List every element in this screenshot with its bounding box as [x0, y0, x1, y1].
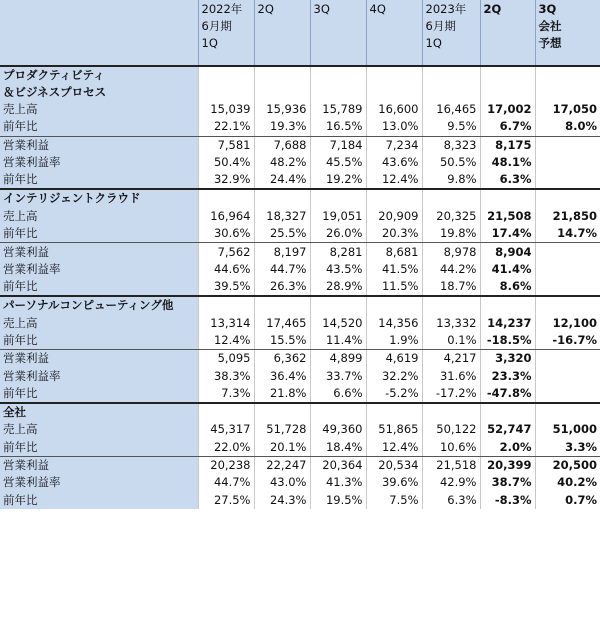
- value-cell: 51,000: [535, 421, 600, 438]
- value-cell: 18.7%: [422, 278, 480, 296]
- value-cell: [535, 278, 600, 296]
- header-forecast: 3Q 会社 予想: [535, 0, 600, 66]
- value-cell: 8,281: [310, 243, 366, 261]
- value-cell: 44.2%: [422, 261, 480, 278]
- value-cell: 26.0%: [310, 225, 366, 243]
- row-label: 営業利益: [0, 243, 198, 261]
- value-cell: 44.6%: [198, 261, 254, 278]
- value-cell: [535, 261, 600, 278]
- value-cell: 22.1%: [198, 118, 254, 136]
- row-label: 売上高: [0, 101, 198, 118]
- value-cell: 45,317: [198, 421, 254, 438]
- value-cell: 17,050: [535, 101, 600, 118]
- table-row: [0, 439, 600, 457]
- section-header-row: [0, 66, 600, 101]
- value-cell: 10.6%: [422, 439, 480, 457]
- header-2q: 2Q: [254, 0, 310, 66]
- section-title: [0, 189, 198, 207]
- row-label: 営業利益: [0, 456, 198, 474]
- value-cell: 33.7%: [310, 367, 366, 384]
- section-title: [0, 403, 198, 421]
- value-cell: 17.4%: [480, 225, 535, 243]
- value-cell: 20,364: [310, 456, 366, 474]
- value-cell: 8,681: [366, 243, 422, 261]
- value-cell: 39.5%: [198, 278, 254, 296]
- table-row: [0, 136, 600, 154]
- row-label: 前年比: [0, 225, 198, 243]
- table-row: [0, 171, 600, 189]
- value-cell: 8,197: [254, 243, 310, 261]
- value-cell: 16,964: [198, 208, 254, 225]
- value-cell: 7,581: [198, 136, 254, 154]
- value-cell: 18,327: [254, 208, 310, 225]
- table-row: [0, 278, 600, 296]
- value-cell: 3,320: [480, 350, 535, 368]
- value-cell: 7.5%: [366, 492, 422, 509]
- empty-cell: [480, 296, 535, 314]
- value-cell: 13,332: [422, 315, 480, 332]
- empty-cell: [366, 189, 422, 207]
- table-row: [0, 101, 600, 118]
- header-2023-2q: 2Q: [480, 0, 535, 66]
- value-cell: 20,534: [366, 456, 422, 474]
- value-cell: 52,747: [480, 421, 535, 438]
- value-cell: 36.4%: [254, 367, 310, 384]
- value-cell: 8,978: [422, 243, 480, 261]
- row-label: 前年比: [0, 439, 198, 457]
- row-label: 売上高: [0, 315, 198, 332]
- row-label: 前年比: [0, 385, 198, 403]
- value-cell: 44.7%: [254, 261, 310, 278]
- section-header-row: [0, 403, 600, 421]
- table-row: [0, 456, 600, 474]
- value-cell: 20,399: [480, 456, 535, 474]
- row-label: 前年比: [0, 118, 198, 136]
- value-cell: 7,562: [198, 243, 254, 261]
- value-cell: 7,184: [310, 136, 366, 154]
- value-cell: 8,175: [480, 136, 535, 154]
- value-cell: 16,600: [366, 101, 422, 118]
- value-cell: 50,122: [422, 421, 480, 438]
- value-cell: 48.1%: [480, 154, 535, 171]
- row-label: 営業利益率: [0, 261, 198, 278]
- value-cell: 5,095: [198, 350, 254, 368]
- empty-cell: [198, 66, 254, 101]
- value-cell: 20,325: [422, 208, 480, 225]
- row-label: 営業利益: [0, 350, 198, 368]
- value-cell: 27.5%: [198, 492, 254, 509]
- value-cell: 19,051: [310, 208, 366, 225]
- value-cell: 6.7%: [480, 118, 535, 136]
- value-cell: 15.5%: [254, 332, 310, 350]
- section-title-line: 全社: [3, 405, 26, 420]
- value-cell: 11.4%: [310, 332, 366, 350]
- value-cell: 20.3%: [366, 225, 422, 243]
- value-cell: -8.3%: [480, 492, 535, 509]
- section-title-line: ＆ビジネスプロセス: [3, 85, 107, 99]
- row-label: 売上高: [0, 421, 198, 438]
- empty-cell: [422, 189, 480, 207]
- value-cell: 26.3%: [254, 278, 310, 296]
- row-label: 営業利益率: [0, 367, 198, 384]
- value-cell: -16.7%: [535, 332, 600, 350]
- empty-cell: [422, 403, 480, 421]
- header-3q: 3Q: [310, 0, 366, 66]
- value-cell: 16,465: [422, 101, 480, 118]
- value-cell: 24.4%: [254, 171, 310, 189]
- empty-cell: [366, 403, 422, 421]
- value-cell: 41.5%: [366, 261, 422, 278]
- empty-cell: [422, 296, 480, 314]
- value-cell: 20.1%: [254, 439, 310, 457]
- value-cell: 1.9%: [366, 332, 422, 350]
- row-label: 前年比: [0, 332, 198, 350]
- value-cell: 13.0%: [366, 118, 422, 136]
- table-row: [0, 367, 600, 384]
- value-cell: 6,362: [254, 350, 310, 368]
- value-cell: 31.6%: [422, 367, 480, 384]
- value-cell: [535, 136, 600, 154]
- value-cell: 12.4%: [198, 332, 254, 350]
- table-row: [0, 350, 600, 368]
- value-cell: 22.0%: [198, 439, 254, 457]
- empty-cell: [254, 66, 310, 101]
- value-cell: 43.5%: [310, 261, 366, 278]
- value-cell: [535, 350, 600, 368]
- empty-cell: [480, 403, 535, 421]
- value-cell: 12.4%: [366, 439, 422, 457]
- value-cell: 12,100: [535, 315, 600, 332]
- header-corner: [0, 0, 198, 66]
- value-cell: 41.4%: [480, 261, 535, 278]
- value-cell: 44.7%: [198, 474, 254, 491]
- value-cell: 21,508: [480, 208, 535, 225]
- table-row: [0, 421, 600, 438]
- table-row: [0, 225, 600, 243]
- empty-cell: [535, 403, 600, 421]
- value-cell: 9.8%: [422, 171, 480, 189]
- value-cell: 0.1%: [422, 332, 480, 350]
- empty-cell: [480, 189, 535, 207]
- value-cell: 9.5%: [422, 118, 480, 136]
- section-title: [0, 296, 198, 314]
- value-cell: 24.3%: [254, 492, 310, 509]
- section-title: [0, 66, 198, 101]
- value-cell: [535, 385, 600, 403]
- value-cell: 17,465: [254, 315, 310, 332]
- value-cell: 20,500: [535, 456, 600, 474]
- value-cell: 4,899: [310, 350, 366, 368]
- value-cell: 6.6%: [310, 385, 366, 403]
- value-cell: 6.3%: [480, 171, 535, 189]
- value-cell: 18.4%: [310, 439, 366, 457]
- row-label: 前年比: [0, 492, 198, 509]
- value-cell: [535, 171, 600, 189]
- empty-cell: [198, 189, 254, 207]
- header-4q: 4Q: [366, 0, 422, 66]
- empty-cell: [535, 66, 600, 101]
- value-cell: 28.9%: [310, 278, 366, 296]
- value-cell: -47.8%: [480, 385, 535, 403]
- empty-cell: [366, 296, 422, 314]
- value-cell: 11.5%: [366, 278, 422, 296]
- value-cell: 20,909: [366, 208, 422, 225]
- header-2022-q1: 2022年 6月期 1Q: [198, 0, 254, 66]
- value-cell: 12.4%: [366, 171, 422, 189]
- section-header-row: [0, 296, 600, 314]
- value-cell: 14,520: [310, 315, 366, 332]
- table-row: [0, 385, 600, 403]
- value-cell: 21,518: [422, 456, 480, 474]
- value-cell: 39.6%: [366, 474, 422, 491]
- value-cell: 41.3%: [310, 474, 366, 491]
- table-row: [0, 261, 600, 278]
- value-cell: 20,238: [198, 456, 254, 474]
- value-cell: -18.5%: [480, 332, 535, 350]
- empty-cell: [310, 403, 366, 421]
- table-row: [0, 315, 600, 332]
- table-row: [0, 474, 600, 491]
- value-cell: 4,619: [366, 350, 422, 368]
- value-cell: 43.0%: [254, 474, 310, 491]
- value-cell: 48.2%: [254, 154, 310, 171]
- row-label: 売上高: [0, 208, 198, 225]
- value-cell: 15,039: [198, 101, 254, 118]
- value-cell: 21,850: [535, 208, 600, 225]
- value-cell: 14,237: [480, 315, 535, 332]
- value-cell: 8,904: [480, 243, 535, 261]
- section-title-line: プロダクティビティ: [3, 68, 105, 82]
- empty-cell: [198, 403, 254, 421]
- value-cell: 32.9%: [198, 171, 254, 189]
- empty-cell: [254, 189, 310, 207]
- empty-cell: [310, 296, 366, 314]
- empty-cell: [366, 66, 422, 101]
- value-cell: 51,865: [366, 421, 422, 438]
- value-cell: [535, 154, 600, 171]
- empty-cell: [254, 403, 310, 421]
- value-cell: 0.7%: [535, 492, 600, 509]
- value-cell: 19.8%: [422, 225, 480, 243]
- value-cell: 15,789: [310, 101, 366, 118]
- value-cell: 14,356: [366, 315, 422, 332]
- value-cell: -5.2%: [366, 385, 422, 403]
- table-row: [0, 243, 600, 261]
- section-header-row: [0, 189, 600, 207]
- row-label: 前年比: [0, 278, 198, 296]
- value-cell: 6.3%: [422, 492, 480, 509]
- value-cell: 42.9%: [422, 474, 480, 491]
- table-row: [0, 208, 600, 225]
- row-label: 前年比: [0, 171, 198, 189]
- row-label: 営業利益: [0, 136, 198, 154]
- value-cell: 8.6%: [480, 278, 535, 296]
- value-cell: 19.2%: [310, 171, 366, 189]
- value-cell: 19.3%: [254, 118, 310, 136]
- section-title-line: インテリジェントクラウド: [3, 191, 141, 206]
- value-cell: 19.5%: [310, 492, 366, 509]
- value-cell: 7,234: [366, 136, 422, 154]
- value-cell: 21.8%: [254, 385, 310, 403]
- value-cell: 7.3%: [198, 385, 254, 403]
- value-cell: 8,323: [422, 136, 480, 154]
- value-cell: 30.6%: [198, 225, 254, 243]
- value-cell: 40.2%: [535, 474, 600, 491]
- table-row: [0, 154, 600, 171]
- value-cell: 7,688: [254, 136, 310, 154]
- section-title-line: パーソナルコンピューティング他: [3, 298, 174, 313]
- value-cell: 23.3%: [480, 367, 535, 384]
- value-cell: 49,360: [310, 421, 366, 438]
- value-cell: 8.0%: [535, 118, 600, 136]
- value-cell: -17.2%: [422, 385, 480, 403]
- value-cell: 16.5%: [310, 118, 366, 136]
- header-2023-q1: 2023年 6月期 1Q: [422, 0, 480, 66]
- row-label: 営業利益率: [0, 474, 198, 491]
- value-cell: [535, 367, 600, 384]
- header-row: [0, 0, 600, 66]
- row-label: 営業利益率: [0, 154, 198, 171]
- value-cell: 38.7%: [480, 474, 535, 491]
- table-row: [0, 118, 600, 136]
- value-cell: 43.6%: [366, 154, 422, 171]
- value-cell: 32.2%: [366, 367, 422, 384]
- value-cell: 25.5%: [254, 225, 310, 243]
- value-cell: 50.5%: [422, 154, 480, 171]
- value-cell: 51,728: [254, 421, 310, 438]
- value-cell: 14.7%: [535, 225, 600, 243]
- value-cell: 38.3%: [198, 367, 254, 384]
- table-row: [0, 492, 600, 509]
- value-cell: 4,217: [422, 350, 480, 368]
- empty-cell: [535, 296, 600, 314]
- value-cell: 13,314: [198, 315, 254, 332]
- value-cell: 45.5%: [310, 154, 366, 171]
- table-row: [0, 332, 600, 350]
- value-cell: 22,247: [254, 456, 310, 474]
- empty-cell: [254, 296, 310, 314]
- empty-cell: [480, 66, 535, 101]
- value-cell: [535, 243, 600, 261]
- value-cell: 3.3%: [535, 439, 600, 457]
- value-cell: 15,936: [254, 101, 310, 118]
- empty-cell: [198, 296, 254, 314]
- value-cell: 50.4%: [198, 154, 254, 171]
- empty-cell: [310, 189, 366, 207]
- empty-cell: [310, 66, 366, 101]
- value-cell: 2.0%: [480, 439, 535, 457]
- empty-cell: [535, 189, 600, 207]
- empty-cell: [422, 66, 480, 101]
- value-cell: 17,002: [480, 101, 535, 118]
